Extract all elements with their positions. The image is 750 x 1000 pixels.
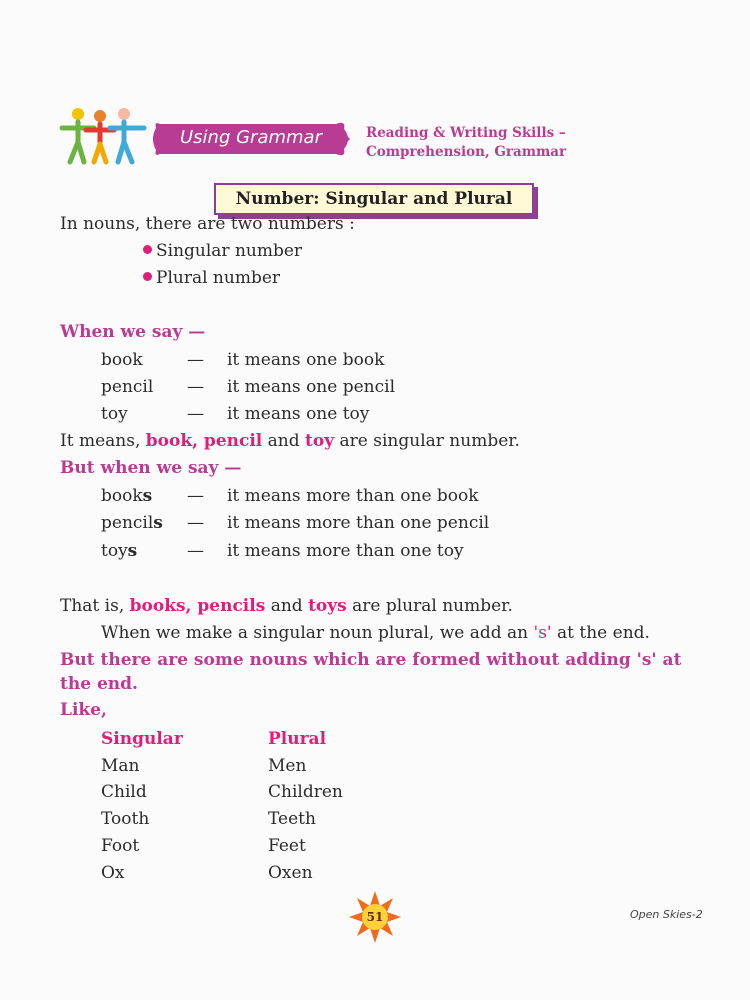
example-meaning: it means more than one pencil [227, 513, 490, 533]
example-dash: — [187, 513, 204, 533]
table-header-singular: Singular [101, 729, 183, 749]
conclusion-text: are plural number. [346, 596, 513, 616]
example-meaning: it means one toy [227, 404, 370, 424]
table-cell-singular: Foot [101, 836, 140, 856]
highlight-text: toys [308, 596, 347, 616]
table-cell-plural: Children [268, 782, 343, 802]
plural-example-word [101, 513, 163, 533]
plural-conclusion [60, 596, 513, 616]
rule-text [101, 623, 650, 643]
plural-suffix: s [142, 486, 153, 506]
table-cell-plural: Teeth [268, 809, 316, 829]
highlight-text: books, pencils [129, 596, 266, 616]
table-cell-singular: Man [101, 756, 140, 776]
table-cell-singular: Ox [101, 863, 125, 883]
plural-example-word [101, 541, 137, 561]
table-cell-plural: Oxen [268, 863, 313, 883]
conclusion-text: and [265, 596, 309, 616]
plural-suffix: s [153, 513, 163, 533]
example-meaning: it means one book [227, 350, 385, 370]
conclusion-text: That is, [60, 596, 130, 616]
highlight-text: toy [305, 431, 335, 451]
example-word: pencil [101, 377, 154, 397]
example-meaning: it means one pencil [227, 377, 395, 397]
table-cell-plural: Feet [268, 836, 306, 856]
conclusion-text: and [262, 431, 306, 451]
bullet-item [143, 268, 280, 288]
example-dash: — [187, 404, 204, 424]
plural-suffix: s [127, 541, 138, 561]
like-label: Like, [60, 700, 107, 720]
page-number: 51 [366, 910, 384, 924]
example-word: toy [101, 404, 128, 424]
plural-example-word [101, 486, 152, 506]
children-logo-icon [58, 106, 150, 166]
example-word: book [101, 350, 143, 370]
bullet-dot-icon [143, 245, 152, 254]
word-stem: book [101, 486, 143, 506]
skills-subtitle [366, 124, 566, 162]
rule-prefix: When we make a singular noun plural, we add an [101, 623, 534, 643]
example-meaning: it means more than one toy [227, 541, 464, 561]
rule-highlight: 's' [533, 623, 552, 643]
example-dash: — [187, 541, 204, 561]
section-banner [150, 118, 352, 160]
example-meaning: it means more than one book [227, 486, 479, 506]
conclusion-text: It means, [60, 431, 146, 451]
section-label: Using Grammar [180, 127, 322, 148]
word-stem: pencil [101, 513, 154, 533]
when-we-say-heading: When we say — [60, 322, 206, 342]
exception-line-1: But there are some nouns which are formed without adding 's' at [60, 650, 682, 670]
example-dash: — [187, 377, 204, 397]
table-cell-plural: Men [268, 756, 307, 776]
skills-line-2: Comprehension, Grammar [366, 144, 567, 160]
but-when-we-say-heading: But when we say — [60, 458, 242, 478]
example-dash: — [187, 486, 204, 506]
bullet-text: Plural number [156, 268, 281, 288]
example-dash: — [187, 350, 204, 370]
highlight-text: book, pencil [145, 431, 263, 451]
singular-conclusion [60, 431, 520, 451]
exception-line-2: the end. [60, 674, 138, 694]
bullet-text: Singular number [156, 241, 303, 261]
table-header-plural: Plural [268, 729, 327, 749]
skills-line-1: Reading & Writing Skills – [366, 125, 566, 141]
table-cell-singular: Child [101, 782, 147, 802]
intro-text: In nouns, there are two numbers : [60, 214, 355, 234]
bullet-dot-icon [143, 272, 152, 281]
table-cell-singular: Tooth [101, 809, 150, 829]
word-stem: toy [101, 541, 128, 561]
book-title-footer: Open Skies-2 [630, 908, 703, 921]
bullet-item [143, 241, 302, 261]
page-number-badge [348, 890, 402, 944]
conclusion-text: are singular number. [334, 431, 520, 451]
page-title: Number: Singular and Plural [214, 183, 534, 215]
rule-suffix: at the end. [551, 623, 650, 643]
